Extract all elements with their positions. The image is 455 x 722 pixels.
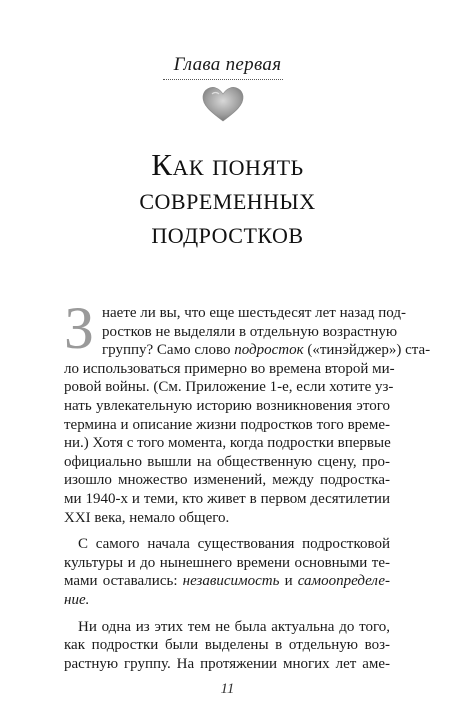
page-number: 11: [220, 681, 235, 697]
emphasis-text: ние.: [64, 591, 90, 608]
text-line: нать увлекательную историю возникновения этого: [64, 397, 390, 414]
text-line: растную группу. На протяжении многих лет аме-: [64, 655, 390, 672]
text-line: XXI века, немало общего.: [64, 509, 230, 526]
text-line: как подростки были выделены в отдельную воз-: [64, 637, 390, 654]
text-line: Ни одна из этих тем не была актуальна до того,: [78, 618, 390, 635]
title-line-1: Как понять: [151, 147, 304, 182]
text-line: С самого начала существования подростковой: [78, 536, 390, 553]
emphasis-text: независимость: [182, 573, 280, 590]
title-line-2: современных: [139, 181, 316, 216]
chapter-label: Глава первая: [173, 54, 282, 75]
text-line: официально вышли на общественную сцену, про-: [64, 453, 390, 470]
text-line: ло использоваться примерно во времена второй ми-: [64, 360, 395, 377]
text-line: [64, 341, 431, 360]
text-segment: мами оставались:: [64, 573, 183, 590]
drop-cap: З: [64, 295, 95, 361]
text-segment: и: [279, 573, 298, 590]
text-line: наете ли вы, что еще шестьдесят лет назад под-: [102, 305, 406, 321]
text-line: [64, 591, 390, 610]
paragraph-3: [64, 618, 390, 674]
text-line: ми 1940-х и теми, кто живет в первом десятилетии: [64, 490, 390, 507]
text-segment: группу? Само слово: [102, 342, 235, 359]
text-line: ровой войны. (См. Приложение 1-е, если хотите уз-: [64, 379, 394, 396]
paragraph-1: [64, 295, 431, 527]
text-segment: («тинэйджер») ста-: [303, 342, 431, 359]
chapter-title: [0, 148, 455, 250]
text-line: изошло множество изменений, между подростка-: [64, 472, 390, 489]
heart-icon: [199, 84, 247, 124]
emphasis-text: подросток: [234, 342, 304, 359]
chapter-divider: [163, 79, 283, 80]
text-line: культуры и до нынешнего времени основными те-: [64, 554, 390, 571]
paragraph-2: [64, 535, 390, 609]
emphasis-text: самоопределе-: [297, 573, 390, 590]
text-line: [64, 572, 390, 591]
text-line: ни.) Хотя с того момента, когда подростки впервые: [64, 435, 391, 452]
title-line-3: подростков: [151, 215, 304, 250]
text-line: ростков не выделяли в отдельную возрастную: [102, 323, 398, 340]
text-line: термина и описание жизни подростков того време-: [64, 416, 390, 433]
body-text: [64, 295, 431, 673]
